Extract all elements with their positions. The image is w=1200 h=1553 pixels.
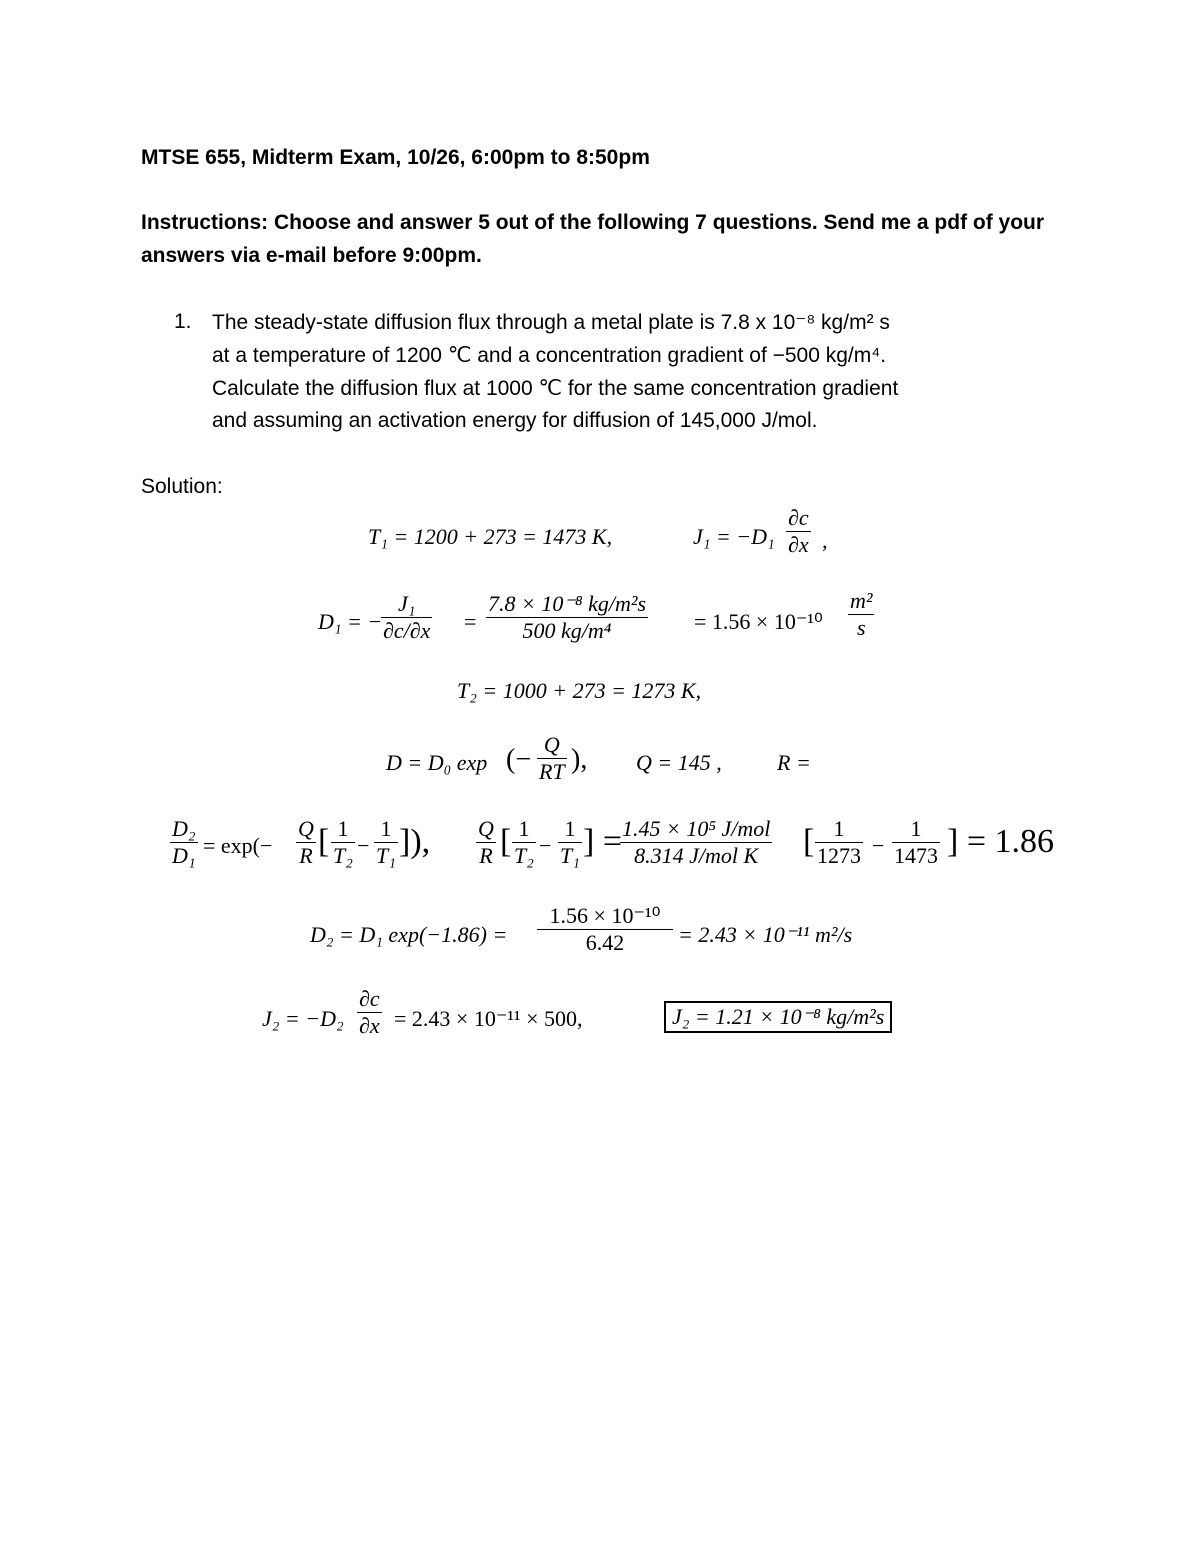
eq-d1-unit <box>848 588 874 641</box>
eq-j2-mid: = 2.43 × 10⁻¹¹ × 500, <box>394 1006 583 1031</box>
eq-qr-minus: − <box>539 833 552 858</box>
eq-ratio-b-num: 1 <box>380 816 392 841</box>
eq-qr-b-num: 1 <box>564 816 576 841</box>
eq-qr-val-den: 8.314 J/mol K <box>634 843 759 868</box>
question-line-3: Calculate the diffusion flux at 1000 ℃ for the same concentration gradient <box>212 377 899 400</box>
eq-d1-fraction-2 <box>486 591 648 644</box>
eq-qr-c-den: 1273 <box>817 843 861 868</box>
eq-d2-fraction <box>537 903 673 956</box>
eq-qr-bracket2-open: [ <box>803 823 815 860</box>
eq-j1-den: ∂x <box>788 532 809 557</box>
eq-d1-f2-num: 7.8 × 10⁻⁸ kg/m²s <box>488 591 647 616</box>
eq-qr-minus2: − <box>872 833 885 858</box>
eq-j1-num: ∂c <box>788 505 809 530</box>
eq-j2-fraction <box>357 986 382 1039</box>
eq-q: Q = 145 , <box>636 750 722 775</box>
eq-qr-val-num: 1.45 × 10⁵ J/mol <box>622 816 771 841</box>
eq-ratio-minus: − <box>357 833 370 858</box>
eq-j1-lhs: J₁ = −D₁ <box>693 524 775 549</box>
eq-qr-d-fraction <box>892 816 940 869</box>
eq-ratio-a-den: T₂ <box>333 843 353 868</box>
eq-ratio-fraction <box>170 816 198 869</box>
eq-d2-num: 1.56 × 10⁻¹⁰ <box>549 903 661 928</box>
eq-d1-result: = 1.56 × 10⁻¹⁰ <box>694 609 823 634</box>
eq-d1-equals: = <box>464 609 477 634</box>
eq-d1-unit-num: m² <box>850 588 873 613</box>
eq-d1-lhs: D₁ = − <box>318 609 383 634</box>
eq-qr-result: ] = 1.86 <box>947 823 1054 860</box>
solution-label: Solution: <box>141 475 223 498</box>
eq-qr-a-num: 1 <box>518 816 530 841</box>
question-number: 1. <box>174 310 192 333</box>
eq-d-paren-close: ), <box>571 744 588 775</box>
question-line-4: and assuming an activation energy for diffusion of 145,000 J/mol. <box>212 409 818 432</box>
eq-qr-b-den: T₁ <box>560 843 580 868</box>
instructions-line-1: Instructions: Choose and answer 5 out of the following 7 questions. Send me a pdf of your <box>141 211 1045 234</box>
eq-j1-fraction <box>786 505 811 558</box>
eq-ratio-a-num: 1 <box>337 816 349 841</box>
eq-d-fraction <box>537 732 567 785</box>
eq-t2: T₂ = 1000 + 273 = 1273 K, <box>457 678 702 703</box>
eq-qr-a-den: T₂ <box>514 843 534 868</box>
eq-ratio-num: D₂ <box>172 816 196 841</box>
question-line-2: at a temperature of 1200 ℃ and a concentration gradient of −500 kg/m⁴. <box>212 344 887 367</box>
eq-ratio-q-num: Q <box>298 816 314 841</box>
eq-d1-f1-num: J₁ <box>397 591 416 616</box>
eq-d2-den: 6.42 <box>585 930 625 955</box>
eq-ratio-q-den: R <box>299 843 313 868</box>
eq-ratio-bracket-close: ]), <box>399 823 431 860</box>
eq-qr-a-fraction <box>512 816 536 869</box>
exam-title: MTSE 655, Midterm Exam, 10/26, 6:00pm to 8:50pm <box>141 146 650 169</box>
eq-d-paren-open: (− <box>506 744 532 775</box>
eq-qr-bracket-close: ] = <box>583 823 622 860</box>
eq-ratio-bracket-open: [ <box>318 823 330 860</box>
eq-j2-lhs: J₂ = −D₂ <box>262 1006 344 1031</box>
eq-ratio-b-fraction <box>374 816 398 869</box>
eq-ratio-q-fraction <box>296 816 316 869</box>
eq-d-lhs: D = D₀ exp <box>386 750 488 775</box>
eq-qr-d-den: 1473 <box>894 843 938 868</box>
eq-d1-unit-den: s <box>856 615 866 640</box>
eq-ratio-mid: = exp(− <box>203 833 273 858</box>
eq-j2-den: ∂x <box>359 1013 380 1038</box>
eq-qr-c-num: 1 <box>833 816 845 841</box>
eq-qr-d-num: 1 <box>910 816 922 841</box>
eq-d-num: Q <box>543 732 560 757</box>
eq-d1-fraction-1 <box>381 591 432 644</box>
eq-ratio-den: D₁ <box>172 843 196 868</box>
eq-qr-bracket-open: [ <box>500 823 512 860</box>
eq-d2-result: = 2.43 × 10⁻¹¹ m²/s <box>678 922 853 947</box>
final-answer-box: J₂ = 1.21 × 10⁻⁸ kg/m²s <box>664 1001 892 1033</box>
eq-ratio-a-fraction <box>331 816 355 869</box>
question-line-1: The steady-state diffusion flux through a metal plate is 7.8 x 10⁻⁸ kg/m² s <box>212 311 890 334</box>
eq-ratio-b-den: T₁ <box>376 843 396 868</box>
eq-qr-q-num: Q <box>478 816 494 841</box>
eq-qr-c-fraction <box>815 816 863 869</box>
eq-qr-val-fraction <box>620 816 772 869</box>
eq-j2-num: ∂c <box>359 986 380 1011</box>
eq-d2-lhs: D₂ = D₁ exp(−1.86) = <box>310 922 508 947</box>
eq-d1-f1-den: ∂c/∂x <box>383 618 431 643</box>
eq-d-den: RT <box>539 759 565 784</box>
instructions-line-2: answers via e-mail before 9:00pm. <box>141 244 482 267</box>
eq-qr-q-den: R <box>479 843 493 868</box>
eq-r: R = <box>777 750 811 775</box>
eq-j1-tail: , <box>822 528 828 553</box>
eq-t1: T₁ = 1200 + 273 = 1473 K, <box>368 524 613 549</box>
eq-qr-b-fraction <box>558 816 582 869</box>
eq-d1-f2-den: 500 kg/m⁴ <box>522 618 612 643</box>
eq-qr-q-fraction <box>476 816 496 869</box>
